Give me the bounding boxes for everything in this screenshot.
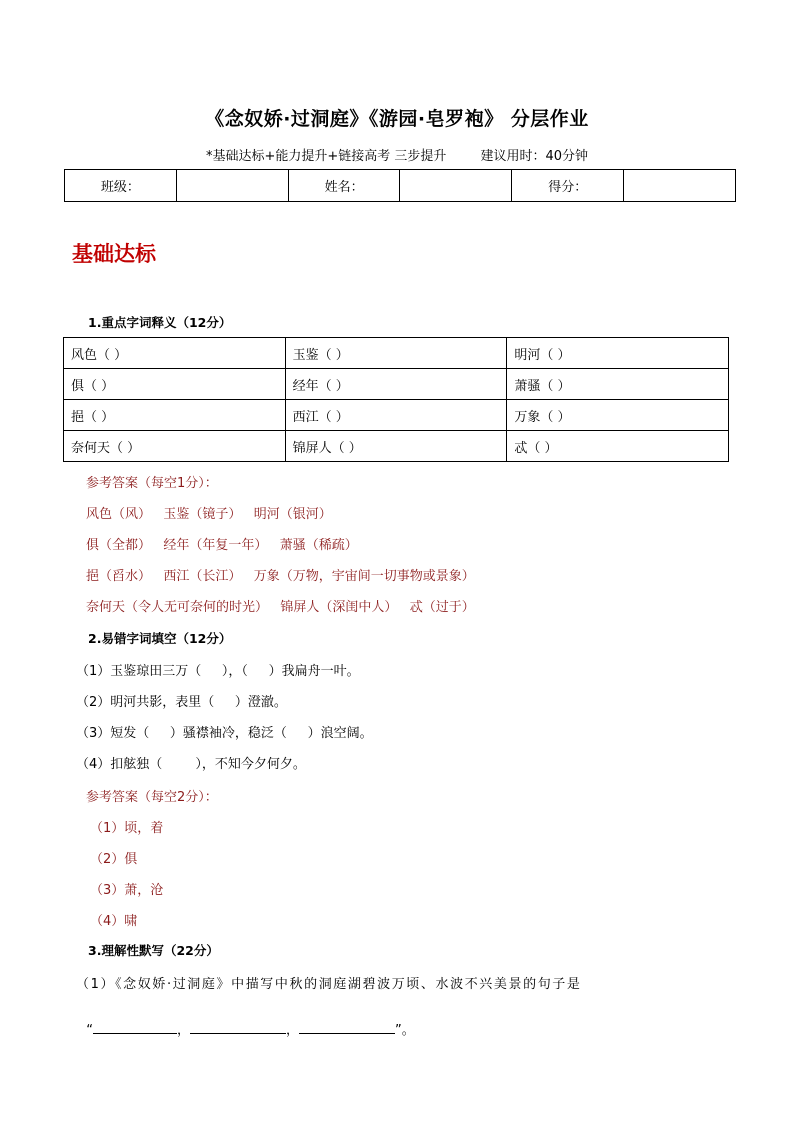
q2-answer-label: 参考答案（每空2分）：	[86, 790, 218, 805]
comma: ，	[177, 1023, 191, 1038]
subtitle-time: 建议用时：40分钟	[480, 149, 588, 164]
vocab-row	[64, 369, 729, 400]
vocab-cell[interactable]: 萧骚（ ）	[507, 369, 729, 400]
vocab-cell[interactable]: 明河（ ）	[507, 338, 729, 369]
answer-blank-1[interactable]	[93, 1021, 177, 1034]
page-title: 《念奴娇·过洞庭》《游园·皂罗袍》 分层作业	[205, 108, 589, 130]
vocab-cell[interactable]: 玉鉴（ ）	[285, 338, 507, 369]
class-label: 班级：	[65, 170, 177, 202]
vocab-cell[interactable]: 俱（ ）	[64, 369, 286, 400]
comma: ，	[286, 1023, 300, 1038]
vocab-row	[64, 400, 729, 431]
vocab-table	[63, 337, 729, 462]
q1-answer-line: 俱（全都） 经年（年复一年） 萧骚（稀疏）	[86, 538, 358, 553]
answer-blank-3[interactable]	[299, 1021, 395, 1034]
vocab-cell[interactable]: 万象（ ）	[507, 400, 729, 431]
q1-answer-line: 奈何天（令人无可奈何的时光） 锦屏人（深闺中人） 忒（过于）	[86, 600, 475, 615]
q3-item-1-blanks	[78, 1004, 415, 1038]
q2-answer-line: （1）顷，着	[90, 821, 164, 836]
name-field[interactable]	[400, 170, 512, 202]
answer-blank-2[interactable]	[190, 1021, 286, 1034]
score-field[interactable]	[624, 170, 736, 202]
vocab-cell[interactable]: 风色（ ）	[64, 338, 286, 369]
vocab-row	[64, 338, 729, 369]
q2-title: 2.易错字词填空（12分）	[88, 631, 232, 646]
section-heading: 基础达标	[72, 242, 156, 266]
q1-answer-line: 挹（舀水） 西江（长江） 万象（万物，宇宙间一切事物或景象）	[86, 569, 475, 584]
q3-title: 3.理解性默写（22分）	[88, 943, 219, 958]
vocab-cell[interactable]: 挹（ ）	[64, 400, 286, 431]
q2-item: （3）短发（ ）骚襟袖冷，稳泛（ ）浪空阔。	[76, 726, 373, 741]
vocab-cell[interactable]: 西江（ ）	[285, 400, 507, 431]
name-label: 姓名：	[288, 170, 400, 202]
close-quote: ”。	[395, 1023, 415, 1038]
q1-answer-line: 风色（风） 玉鉴（镜子） 明河（银河）	[86, 507, 332, 522]
vocab-row	[64, 431, 729, 462]
q1-title: 1.重点字词释义（12分）	[88, 315, 232, 330]
q2-item: （4）扣舷独（ ），不知今夕何夕。	[76, 757, 306, 772]
vocab-cell[interactable]: 奈何天（ ）	[64, 431, 286, 462]
page-subtitle	[0, 145, 794, 164]
q2-answer-line: （4）啸	[90, 914, 138, 929]
q2-item: （1）玉鉴琼田三万（ ），（ ）我扁舟一叶。	[76, 664, 360, 679]
class-field[interactable]	[176, 170, 288, 202]
q2-answer-line: （2）俱	[90, 852, 138, 867]
vocab-cell[interactable]: 经年（ ）	[285, 369, 507, 400]
score-label: 得分：	[512, 170, 624, 202]
subtitle-steps: *基础达标+能力提升+链接高考 三步提升	[206, 149, 447, 164]
q3-item-1: （1）《念奴娇·过洞庭》中描写中秋的洞庭湖碧波万顷、水波不兴美景的句子是	[76, 977, 582, 992]
q1-answer-label: 参考答案（每空1分）：	[86, 476, 218, 491]
open-quote: “	[86, 1023, 94, 1038]
q2-item: （2）明河共影，表里（ ）澄澈。	[76, 695, 287, 710]
q2-answer-line: （3）萧，沧	[90, 883, 164, 898]
student-info-table	[64, 169, 736, 202]
vocab-cell[interactable]: 锦屏人（ ）	[285, 431, 507, 462]
vocab-cell[interactable]: 忒（ ）	[507, 431, 729, 462]
